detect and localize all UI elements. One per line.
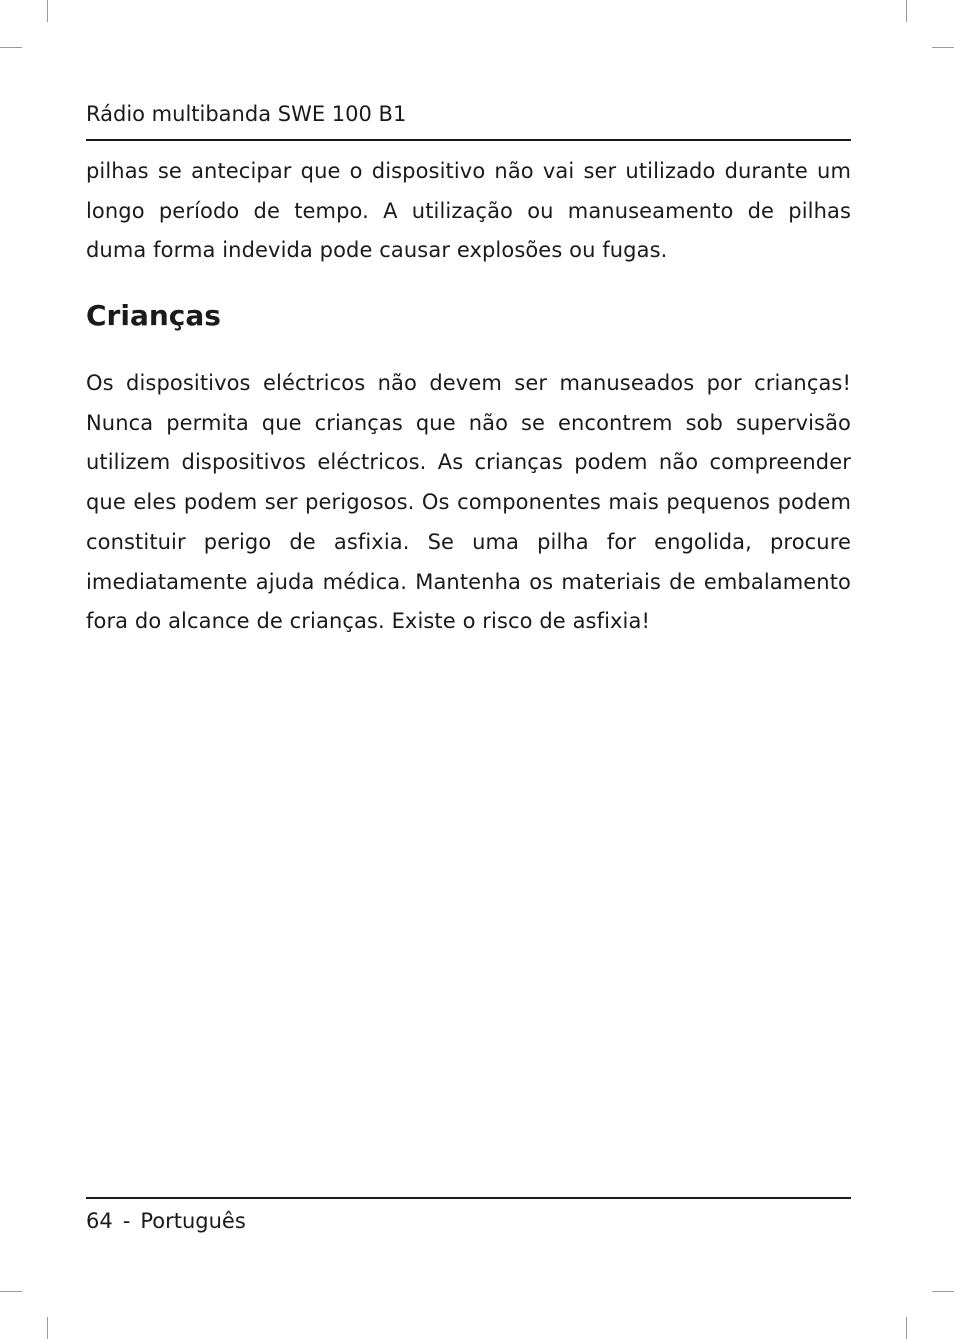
page-number: 64 <box>86 1209 113 1233</box>
crop-mark-top-right-horizontal <box>932 47 954 48</box>
header-rule <box>86 139 851 141</box>
intro-paragraph: pilhas se antecipar que o dispositivo não vai ser utilizado durante um longo período de tempo. A utilização ou manuseamento de pilhas duma forma indevida pode causar explosões ou fugas. <box>86 159 851 263</box>
crop-mark-top-left-horizontal <box>0 47 22 48</box>
crop-mark-top-left-vertical <box>47 0 48 22</box>
page-header-title: Rádio multibanda SWE 100 B1 <box>86 102 407 126</box>
page-footer <box>86 1206 246 1236</box>
footer-rule <box>86 1197 851 1199</box>
crop-mark-top-right-vertical <box>906 0 907 22</box>
crop-mark-bottom-left-horizontal <box>0 1291 22 1292</box>
crop-mark-bottom-right-vertical <box>906 1317 907 1339</box>
crop-mark-bottom-right-horizontal <box>932 1291 954 1292</box>
crop-mark-bottom-left-vertical <box>47 1317 48 1339</box>
footer-language: Português <box>140 1209 246 1233</box>
section-heading: Crianças <box>86 299 221 332</box>
section-paragraph: Os dispositivos eléctricos não devem ser manuseados por crianças! Nunca permita que crianças que não se encontrem sob supervisão utilizem dispositivos eléctricos. As crianças podem não compreender que eles podem ser perigosos. Os componentes mais pequenos podem constituir perigo de asfixia. Se uma pilha for engolida, procure imediatamente ajuda médica. Mantenha os materiais de embalamento fora do alcance de crianças. Existe o risco de asfixia! <box>86 371 851 634</box>
footer-separator: - <box>122 1209 131 1233</box>
